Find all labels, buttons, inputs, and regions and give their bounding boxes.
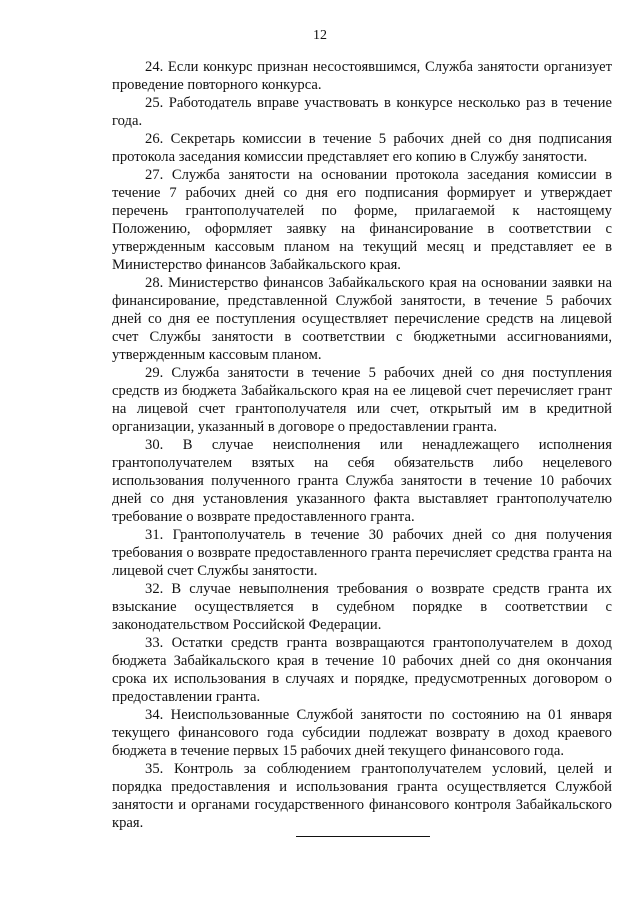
paragraph-26: 26. Секретарь комиссии в течение 5 рабочих дней со дня подписания протокола заседания комиссии представляет его копию в Службу занятости. [112,131,612,165]
paragraph-24: 24. Если конкурс признан несостоявшимся, Служба занятости организует проведение повторного конкурса. [112,59,612,93]
paragraph-27: 27. Служба занятости на основании протокола заседания комиссии в течение 7 рабочих дней со дня его подписания формирует и утверждает перечень грантополучателей по форме, прилагаемой к настоящему Положению, оформляет заявку на финансирование в соответствии с утвержденным кассовым планом на текущий месяц и представляет ее в Министерство финансов Забайкальского края. [112,167,612,273]
document-body [112,58,612,832]
paragraph-25: 25. Работодатель вправе участвовать в конкурсе несколько раз в течение года. [112,95,612,129]
page-number: 12 [313,28,327,43]
paragraph-29: 29. Служба занятости в течение 5 рабочих дней со дня поступления средств из бюджета Забайкальского края на ее лицевой счет перечисляет грант на лицевой счет грантополучателя или счет, открытый им в кредитной организации, указанный в договоре о предоставлении гранта. [112,365,612,435]
paragraph-34: 34. Неиспользованные Службой занятости по состоянию на 01 января текущего финансового года субсидии подлежат возврату в доход краевого бюджета в течение первых 15 рабочих дней текущего финансового года. [112,707,612,759]
paragraph-32: 32. В случае невыполнения требования о возврате средств гранта их взыскание осуществляется в судебном порядке в соответствии с законодательством Российской Федерации. [112,581,612,633]
paragraph-28: 28. Министерство финансов Забайкальского края на основании заявки на финансирование, представленной Службой занятости, в течение 5 рабочих дней со дня ее поступления осуществляет перечисление средств на лицевой счет Службы занятости в соответствии с бюджетными ассигнованиями, утвержденным кассовым планом. [112,275,612,363]
paragraph-33: 33. Остатки средств гранта возвращаются грантополучателем в доход бюджета Забайкальского края в течение 10 рабочих дней со дня окончания срока их использования в случаях и порядке, предусмотренных договором о предоставлении гранта. [112,635,612,705]
paragraph-31: 31. Грантополучатель в течение 30 рабочих дней со дня получения требования о возврате предоставленного гранта перечисляет средства гранта на лицевой счет Службы занятости. [112,527,612,579]
paragraph-35: 35. Контроль за соблюдением грантополучателем условий, целей и порядка предоставления и использования гранта осуществляется Службой занятости и органами государственного финансового контроля Забайкальского края. [112,761,612,831]
closing-divider-line [296,836,430,837]
paragraph-30: 30. В случае неисполнения или ненадлежащего исполнения грантополучателем взятых на себя обязательств либо нецелевого использования полученного гранта Служба занятости в течение 10 рабочих дней со дня установления указанного факта выставляет грантополучателю требование о возврате предоставленного гранта. [112,437,612,525]
